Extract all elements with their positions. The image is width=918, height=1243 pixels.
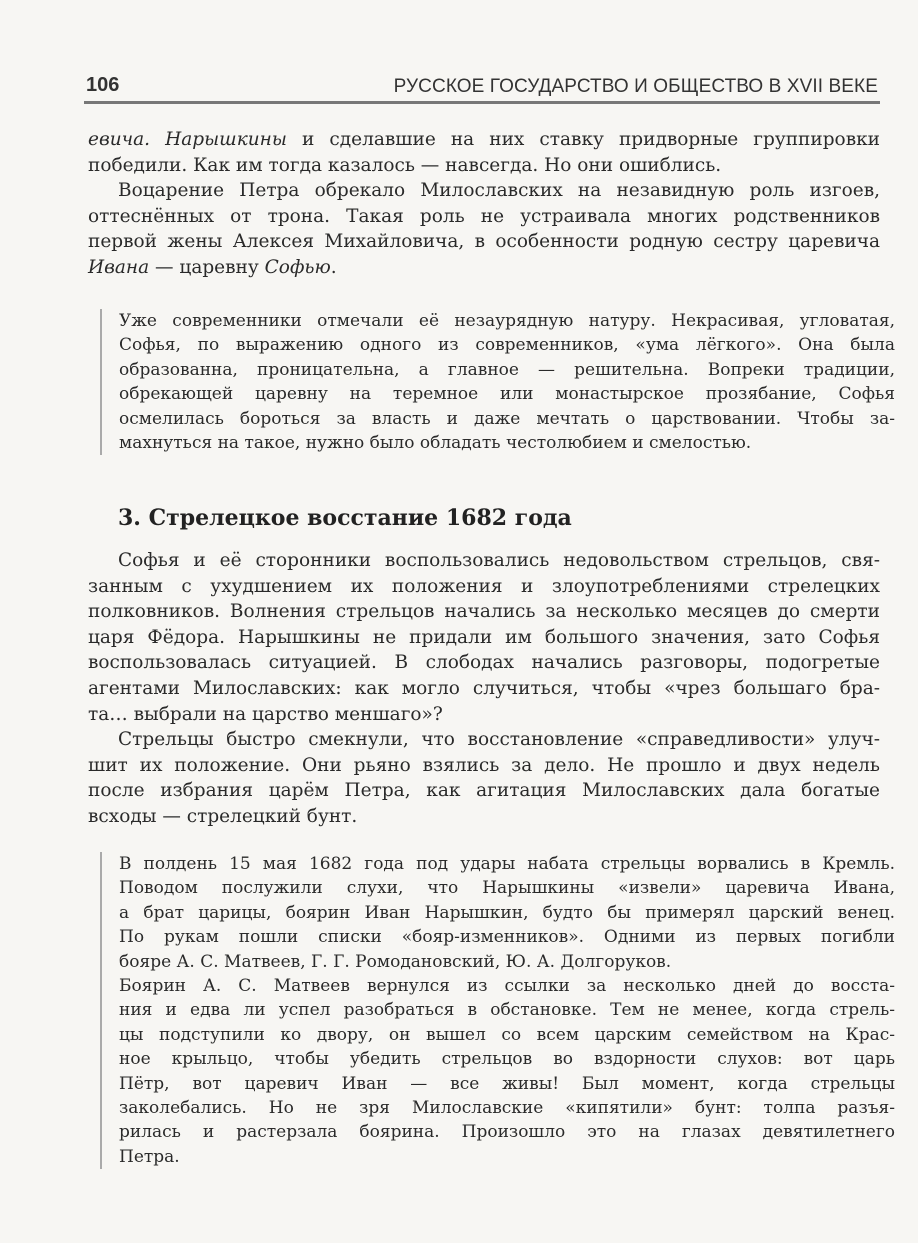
text-line: [88, 127, 880, 153]
text-segment: ния и едва ли успел разобраться в обстановке. Тем не менее, когда стрель-: [119, 1000, 895, 1021]
text-line: [88, 778, 880, 804]
text-segment: шит их положение. Они рьяно взялись за дело. Не прошло и двух недель: [88, 754, 880, 776]
text-segment: заколебались. Но не зря Милославские «кипятили» бунт: толпа разъя-: [119, 1097, 895, 1118]
text-segment: агентами Милославских: как могло случиться, чтобы «чрез большаго бра-: [88, 677, 880, 699]
text-line: [119, 1023, 895, 1047]
paragraph: [119, 852, 895, 974]
text-line: [119, 1120, 895, 1144]
section-heading: 3. Стрелецкое восстание 1682 года: [118, 505, 572, 531]
text-segment: а брат царицы, боярин Иван Нарышкин, будто бы примерял царский венец.: [119, 902, 895, 923]
text-line: [119, 974, 895, 998]
text-block-section: [88, 548, 880, 830]
text-line: [88, 625, 880, 651]
text-line: [119, 1145, 895, 1169]
text-line: [119, 1072, 895, 1096]
text-segment: первой жены Алексея Михайловича, в особенности родную сестру царевича: [88, 231, 880, 253]
text-line: [119, 925, 895, 949]
text-segment: — царевну: [149, 256, 265, 278]
paragraph: [119, 309, 895, 455]
text-segment: Поводом послужили слухи, что Нарышкины «извели» царевича Ивана,: [119, 878, 895, 899]
text-segment: обрекающей царевну на теремное или монастырское прозябание, Софья: [119, 384, 895, 405]
text-segment: занным с ухудшением их положения и злоупотреблениями стрелецких: [88, 575, 880, 597]
text-segment: после избрания царём Петра, как агитация Милославских дала богатые: [88, 780, 880, 802]
text-line: [119, 1096, 895, 1120]
paragraph: [88, 127, 880, 178]
text-line: [88, 650, 880, 676]
text-segment: бояре А. С. Матвеев, Г. Г. Ромодановский, Ю. А. Долгоруков.: [119, 951, 672, 972]
text-line: [88, 153, 880, 179]
paragraph: [88, 178, 880, 280]
text-segment: Стрельцы быстро смекнули, что восстановление «справедливости» улуч-: [118, 729, 880, 751]
paragraph: [88, 727, 880, 829]
text-block-top: [88, 127, 880, 281]
text-line: [119, 309, 895, 333]
text-line: [88, 676, 880, 702]
text-segment: цы подступили ко двору, он вышел со всем царским семейством на Крас-: [119, 1024, 895, 1045]
text-line: [88, 229, 880, 255]
text-line: [119, 998, 895, 1022]
text-line: [88, 727, 880, 753]
sidebar-note-sofya: [100, 309, 895, 455]
text-segment: воспользовалась ситуацией. В слободах начались разговоры, подогретые: [88, 652, 880, 674]
text-line: [119, 901, 895, 925]
paragraph: [119, 974, 895, 1169]
text-segment: та… выбрали на царство меншаго»?: [88, 703, 443, 725]
text-segment: осмелилась бороться за власть и даже мечтать о царствовании. Чтобы за-: [119, 408, 895, 429]
text-line: [88, 574, 880, 600]
text-segment: В полдень 15 мая 1682 года под удары набата стрельцы ворвались в Кремль.: [119, 854, 895, 874]
text-segment: Уже современники отмечали её незаурядную натуру. Некрасивая, угловатая,: [119, 311, 895, 331]
text-segment: Боярин А. С. Матвеев вернулся из ссылки за несколько дней до восста-: [119, 975, 895, 996]
paragraph: [88, 548, 880, 727]
page-number: 106: [86, 74, 120, 96]
text-segment: и сделавшие на них ставку придворные группировки: [286, 129, 880, 150]
running-title: РУССКОЕ ГОСУДАРСТВО И ОБЩЕСТВО В XVII ВЕКЕ: [393, 76, 878, 97]
text-segment: Воцарение Петра обрекало Милославских на незавидную роль изгоев,: [118, 180, 880, 202]
text-line: [119, 1047, 895, 1071]
text-segment: всходы — стрелецкий бунт.: [88, 805, 358, 827]
text-line: [119, 876, 895, 900]
text-line: [88, 178, 880, 204]
header-rule: [84, 101, 880, 104]
text-line: [119, 407, 895, 431]
text-line: [88, 548, 880, 574]
text-line: [119, 333, 895, 357]
text-segment: Пётр, вот царевич Иван — все живы! Был момент, когда стрельцы: [119, 1073, 895, 1094]
text-line: [119, 852, 895, 876]
text-segment: .: [330, 256, 337, 278]
text-segment: По рукам пошли списки «бояр-изменников». Одними из первых погибли: [119, 927, 895, 948]
italic-text: Ивана: [88, 256, 150, 278]
text-line: [88, 702, 880, 728]
text-segment: победили. Как им тогда казалось — навсегда. Но они ошиблись.: [88, 154, 722, 176]
text-line: [88, 255, 880, 281]
text-segment: образованна, проницательна, а главное — решительна. Вопреки традиции,: [119, 359, 895, 380]
text-segment: рилась и растерзала боярина. Произошло это на глазах девятилетнего: [119, 1122, 895, 1143]
text-segment: ное крыльцо, чтобы убедить стрельцов во вздорности слухов: вот царь: [119, 1049, 895, 1070]
text-line: [88, 753, 880, 779]
text-segment: оттеснённых от трона. Такая роль не устраивала многих родственников: [88, 205, 880, 227]
sidebar-note-uprising: [100, 852, 895, 1169]
text-segment: Петра.: [119, 1146, 180, 1167]
text-segment: махнуться на такое, нужно было обладать честолюбием и смелостью.: [119, 432, 752, 453]
text-segment: царя Фёдора. Нарышкины не придали им большого значения, зато Софья: [88, 626, 880, 648]
italic-text: евича. Нарышкины: [88, 129, 287, 150]
text-segment: Софья, по выражению одного из современников, «ума лёгкого». Она была: [119, 335, 895, 356]
text-line: [88, 599, 880, 625]
text-line: [88, 204, 880, 230]
text-line: [119, 950, 895, 974]
text-line: [88, 804, 880, 830]
text-line: [119, 382, 895, 406]
text-segment: полковников. Волнения стрельцов начались за несколько месяцев до смерти: [88, 601, 880, 623]
italic-text: Софью: [264, 256, 331, 278]
text-line: [119, 431, 895, 455]
text-line: [119, 358, 895, 382]
text-segment: Софья и её сторонники воспользовались недовольством стрельцов, свя-: [118, 550, 880, 571]
